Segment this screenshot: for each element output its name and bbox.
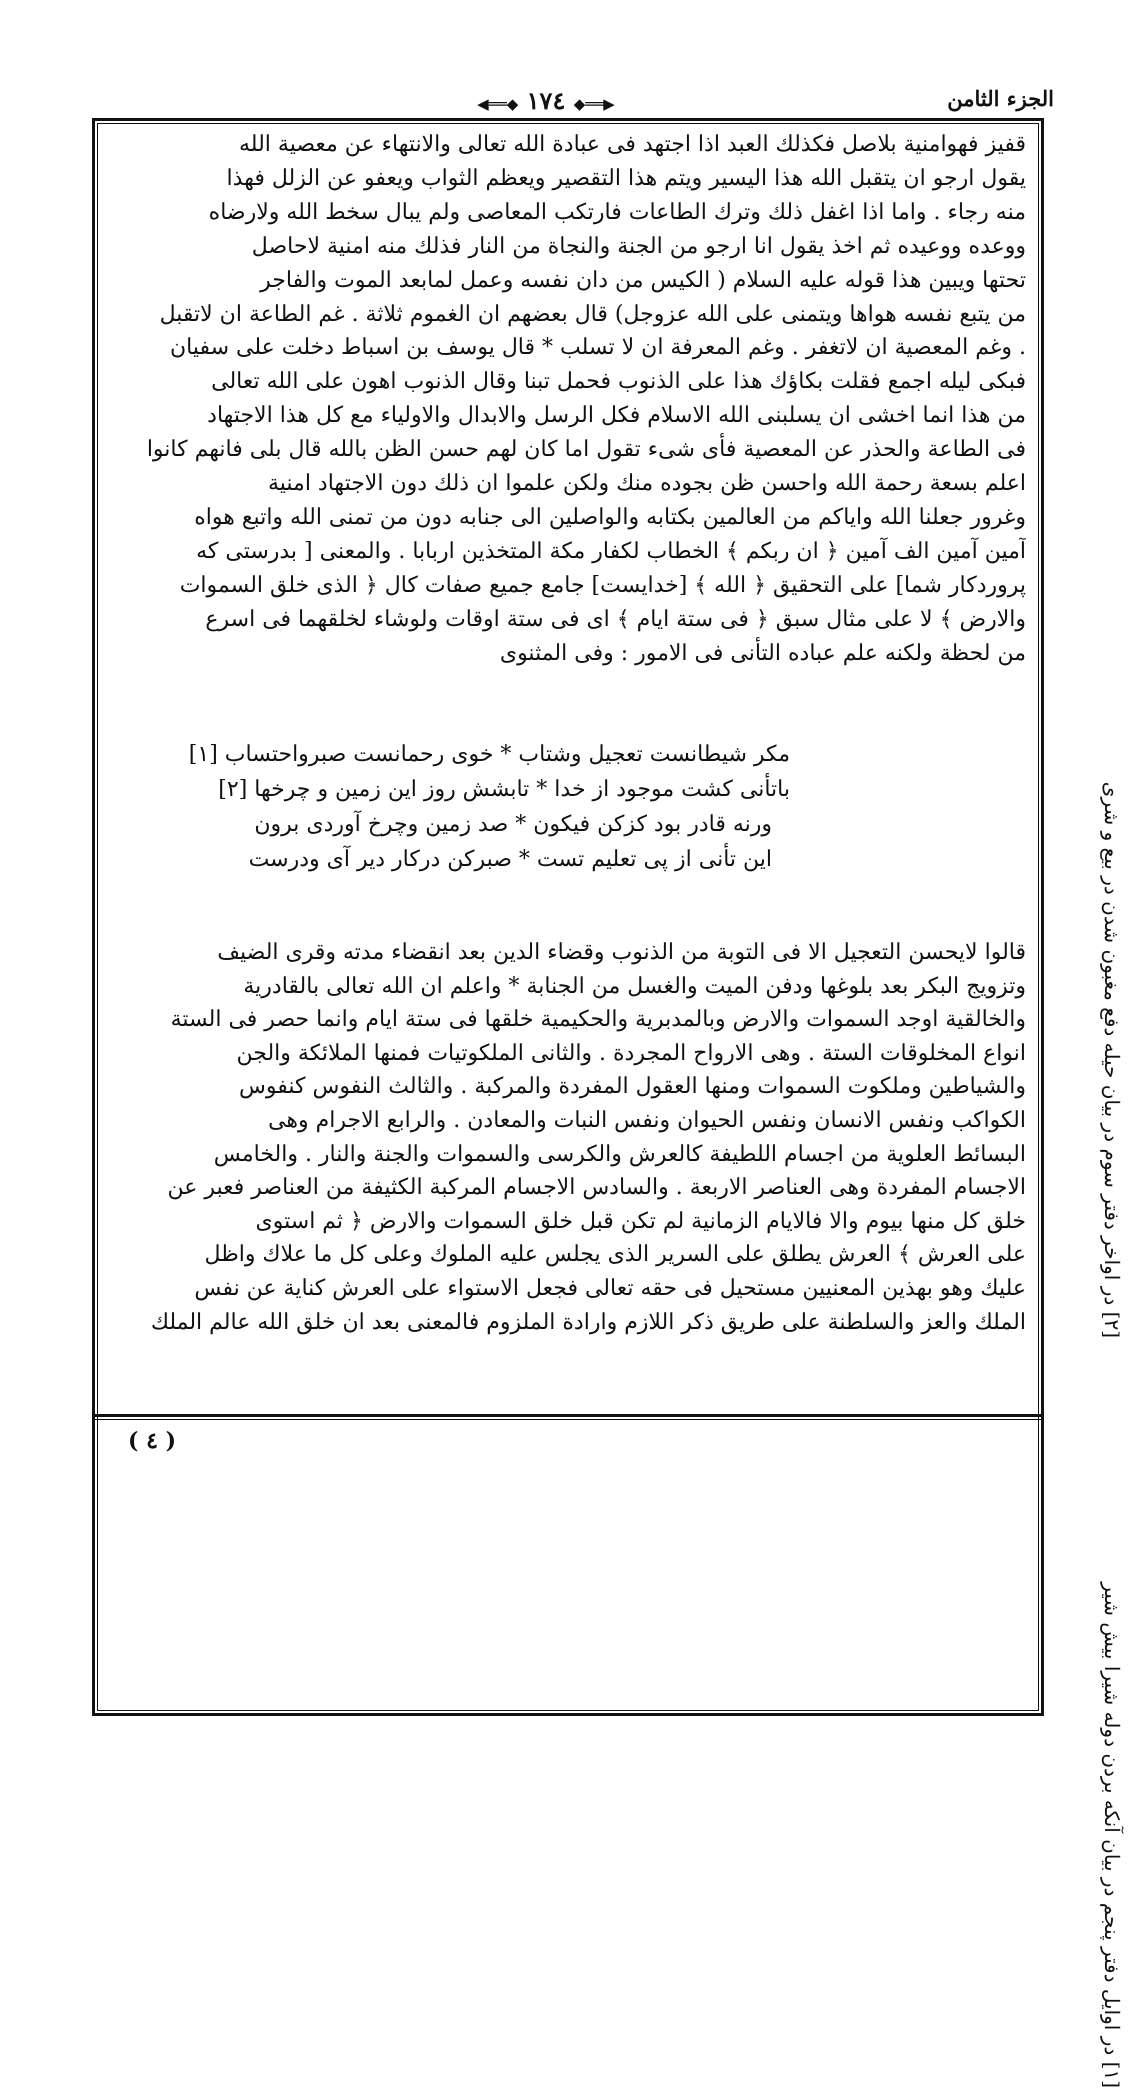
text-line: من یتبع نفسه هواها ویتمنی علی الله عزوجل) قال بعضهم ان الغموم ثلاثة . غم الطاعة ان لاتقبل xyxy=(159,301,1026,327)
text-line: وتزویج البکر بعد بلوغها ودفن المیت والغسل من الجنابة * واعلم ان الله تعالی بالقادریة xyxy=(243,973,1026,999)
text-line: فبکی لیله اجمع فقلت بکاؤك هذا علی الذنوب فحمل تبنا وقال الذنوب اهون علی الله تعالی xyxy=(211,369,1026,395)
text-line: والارض ﴾ لا علی مثال سبق ﴿ فی ستة ایام ﴾ ای فی ستة اوقات ولوشاء لخلقهما فی اسرع xyxy=(205,606,1026,632)
text-line: یقول ارجو ان یتقبل الله هذا الیسیر ویتم هذا التقصیر ویعظم الثواب ویعفو عن الزلل فهذا xyxy=(226,165,1026,191)
verse-line: این تأنی از پی تعلیم تست * صبرکن درکار دیر آی ودرست xyxy=(248,847,772,872)
running-head: الجزء الثامن xyxy=(947,86,1054,111)
text-line: پروردکار شما] علی التحقیق ﴿ الله ﴾ [خدایست] جامع جمیع صفات کال ﴿ الذی خلق السموات xyxy=(179,572,1026,598)
verse-line: مکر شیطانست تعجیل وشتاب * خوی رحمانست صبرواحتساب [١] xyxy=(188,742,790,767)
text-line: قالوا لایحسن التعجیل الا فی التوبة من الذنوب وقضاء الدین بعد انقضاء مدته وقری الضیف xyxy=(217,940,1026,965)
ornament-right-icon: ◆══▶ xyxy=(573,95,615,113)
text-line: فی الطاعة والحذر عن المعصیة فأی شیء تقول اما کان لهم حسن الظن بالله قال بلی فانهم کانوا xyxy=(146,437,1026,463)
text-line: اعلم بسعة رحمة الله واحسن ظن بجوده منك ولکن علموا ان ذلك دون الاجتهاد امنیة xyxy=(267,471,1026,497)
text-line: ووعده ووعیده ثم اخذ یقول انا ارجو من الجنة والنجاة من النار فذلك منه امنیة لاحاصل xyxy=(251,233,1026,259)
text-line: علی العرش ﴾ العرش یطلق علی السریر الذی یجلس علیه الملوك وعلی کل ما علاك واظل xyxy=(204,1242,1026,1268)
text-line: قفیز فهوامنیة بلاصل فکذلك العبد اذا اجتهد فی عبادة الله تعالی والانتهاء عن معصیة الله xyxy=(239,132,1026,157)
page-header xyxy=(96,86,1054,122)
ornament-left-icon: ◀══◆ xyxy=(477,95,519,113)
text-line: خلق کل منها بیوم والا فالایام الزمانیة لم تکن قبل خلق السموات والارض ﴿ ثم استوی xyxy=(255,1208,1026,1234)
verse-line: باتأنی کشت موجود از خدا * تابشش روز این زمین و چرخها [٢] xyxy=(218,777,790,802)
verse-line: ورنه قادر بود کزکن فیکون * صد زمین وچرخ آوردی برون xyxy=(254,812,772,837)
text-line: والخالقیة اوجد السموات والارض وبالمدبریة والحکیمیة خلقها فی ستة ایام وانما حصر فی الستة xyxy=(170,1007,1026,1033)
text-line: والشیاطین وملکوت السموات ومنها العقول المفردة والمرکبة . والثالث النفوس کنفوس xyxy=(239,1074,1026,1100)
text-line: علیك وهو بهذین المعنیین مستحیل فی حقه تعالی فجعل الاستواء علی العرش کنایة عن نفس xyxy=(194,1275,1026,1301)
signature-mark: ( ٤ ) xyxy=(128,1428,176,1454)
page-number-value: ١٧٤ xyxy=(526,86,566,115)
page-number xyxy=(426,86,666,115)
margin-note-1: [١] در اوایل دفتر پنجم در بیان آنکه بردن دوله شیرا بیش شیر xyxy=(1100,1582,1124,2088)
text-line: . وغم المعصیة ان لاتغفر . وغم المعرفة ان لا تسلب * قال یوسف بن اسباط دخلت علی سفیان xyxy=(169,335,1026,361)
text-line: آمین آمین الف آمین ﴿ ان ربکم ﴾ الخطاب لکفار مکة المتخذین اربابا . والمعنی [ بدرستی که xyxy=(196,538,1026,564)
masnavi-verses xyxy=(150,737,790,877)
text-line: وغرور جعلنا الله وایاکم من العالمین بکتابه والواصلین الی جنابه دون من تمنی الله واتبع هواه xyxy=(194,504,1026,530)
text-line: الملك والعز والسلطنة علی طریق ذکر اللازم وارادة الملزوم فالمعنی بعد ان خلق الله عالم الملك xyxy=(150,1309,1026,1335)
margin-notes xyxy=(1044,118,1124,2088)
text-line: من هذا انما اخشی ان یسلبنی الله الاسلام فکل الرسل والابدال والاولیاء مع کل هذا الاجتهاد xyxy=(207,403,1026,429)
margin-note-2: [٢] در اواخر دفتر سوم در بیان حیله دفع مغبون شدن در بیع و شری xyxy=(1100,781,1124,1338)
frame-bottom-rule xyxy=(92,1414,1044,1417)
text-line: الاجسام المفردة وهی العناصر الاربعة . والسادس الاجسام المرکبة الکثیفة من العناصر فعبر عن xyxy=(167,1175,1026,1201)
text-line: البسائط العلویة من اجسام اللطیفة کالعرش والکرسی والسموات والجنة والنار . والخامس xyxy=(213,1141,1026,1167)
text-line: منه رجاء . واما اذا اغفل ذلك وترك الطاعات فارتکب المعاصی ولم یبال سخط الله ولارضاه xyxy=(208,199,1026,225)
text-line: الکواکب ونفس الانسان ونفس الحیوان ونفس النبات والمعادن . والرابع الاجرام وهی xyxy=(268,1107,1026,1133)
text-line: من لحظة ولکنه علم عباده التأنی فی الامور : وفی المثنوی xyxy=(499,640,1026,666)
main-text-top xyxy=(112,128,1026,671)
main-text-bottom xyxy=(112,936,1026,1339)
text-line: تحتها ویبین هذا قوله علیه السلام ( الکیس من دان نفسه وعمل لمابعد الموت والفاجر xyxy=(260,267,1026,293)
frame-bottom-rule-inner xyxy=(92,1419,1044,1420)
text-line: انواع المخلوقات الستة . وهی الارواح المجردة . والثانی الملکوتیات فمنها الملائکة والجن xyxy=(236,1040,1026,1066)
